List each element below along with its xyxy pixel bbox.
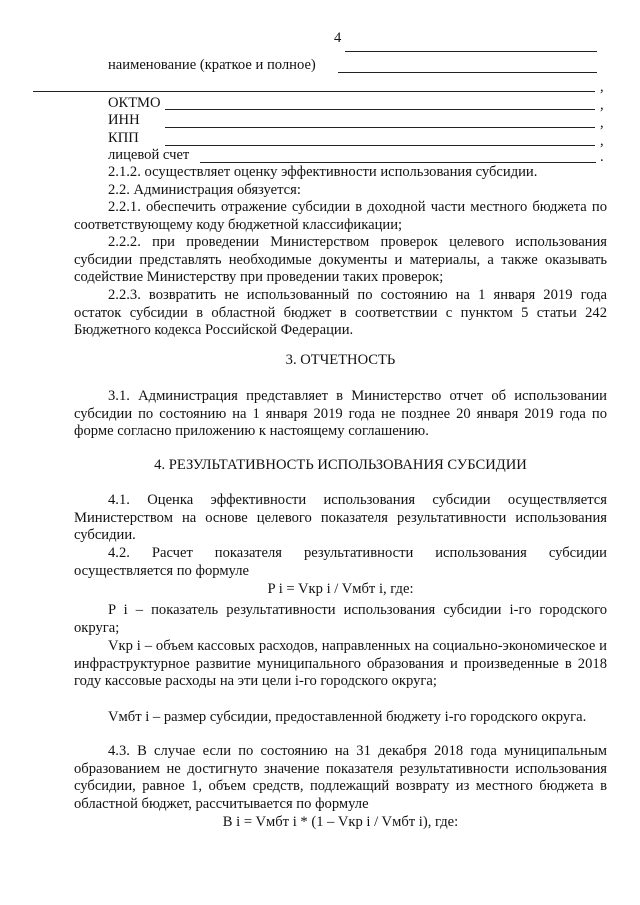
para-4-3: 4.3. В случае если по состоянию на 31 декабря 2018 года муниципальным образованием не достигнуто значение показателя результативности использования субсидии, равное 1, объем средств, подлежащий возврату из местного бюджета в областной бюджет, рассчитывается по формуле (74, 743, 607, 812)
period-mark: . (600, 149, 604, 165)
section-4-title: 4. РЕЗУЛЬТАТИВНОСТЬ ИСПОЛЬЗОВАНИЯ СУБСИДИИ (154, 457, 527, 473)
para-2-2-1: 2.2.1. обеспечить отражение субсидии в доходной части местного бюджета по соответствующему коду бюджетной классификации; (74, 199, 607, 233)
definition-p: P i – показатель результативности использования субсидии i-го городского округа; (74, 602, 607, 636)
page-number: 4 (334, 30, 342, 46)
blank-line-top (345, 51, 597, 52)
para-2-1-2: 2.1.2. осуществляет оценку эффективности использования субсидии. (108, 164, 538, 180)
inn-label: ИНН (108, 112, 140, 128)
account-label: лицевой счет (108, 147, 190, 163)
para-3-1: 3.1. Администрация представляет в Министерство отчет об использовании субсидии по состоянию на 1 января 2019 года не позднее 20 января 2019 года по форме согласно приложению к настоящему соглашению. (74, 388, 607, 440)
comma-2: , (600, 97, 604, 113)
name-label: наименование (краткое и полное) (108, 57, 316, 73)
comma-3: , (600, 115, 604, 131)
inn-blank (165, 127, 595, 128)
para-4-2: 4.2. Расчет показателя результативности использования субсидии осуществляется по формуле (74, 545, 607, 579)
formula-b: B i = Vмбт i * (1 – Vкр i / Vмбт i), где: (222, 814, 459, 830)
para-2-2-3: 2.2.3. возвратить не использованный по состоянию на 1 января 2019 года остаток субсидии в областной бюджет в соответствии с пунктом 5 статьи 242 Бюджетного кодекса Российской Федерации. (74, 287, 607, 339)
comma-1: , (600, 79, 604, 95)
comma-4: , (600, 133, 604, 149)
oktmo-blank (165, 109, 595, 110)
section-3-title: 3. ОТЧЕТНОСТЬ (285, 352, 396, 368)
para-4-1: 4.1. Оценка эффективности использования субсидии осуществляется Министерством на основе целевого показателя результативности использования субсидии. (74, 492, 607, 544)
account-blank (200, 162, 596, 163)
name-blank-2 (33, 91, 595, 92)
definition-vkr: Vкр i – объем кассовых расходов, направленных на социально-экономическое и инфраструктурное развитие муниципального образования и произведенные в 2018 году кассовые расходы на эти цели i-го городского округа; (74, 638, 607, 690)
definition-vmbt: Vмбт i – размер субсидии, предоставленной бюджету i-го городского округа. (108, 709, 587, 725)
kpp-label: КПП (108, 130, 139, 146)
oktmo-label: ОКТМО (108, 95, 161, 111)
formula-p: P i = Vкр i / Vмбт i, где: (267, 581, 414, 597)
name-blank (338, 72, 597, 73)
para-2-2-2: 2.2.2. при проведении Министерством проверок целевого использования субсидии представлять необходимые документы и материалы, а также оказывать содействие Министерству при проведении таких проверок; (74, 234, 607, 286)
kpp-blank (165, 145, 595, 146)
para-2-2: 2.2. Администрация обязуется: (108, 182, 301, 198)
